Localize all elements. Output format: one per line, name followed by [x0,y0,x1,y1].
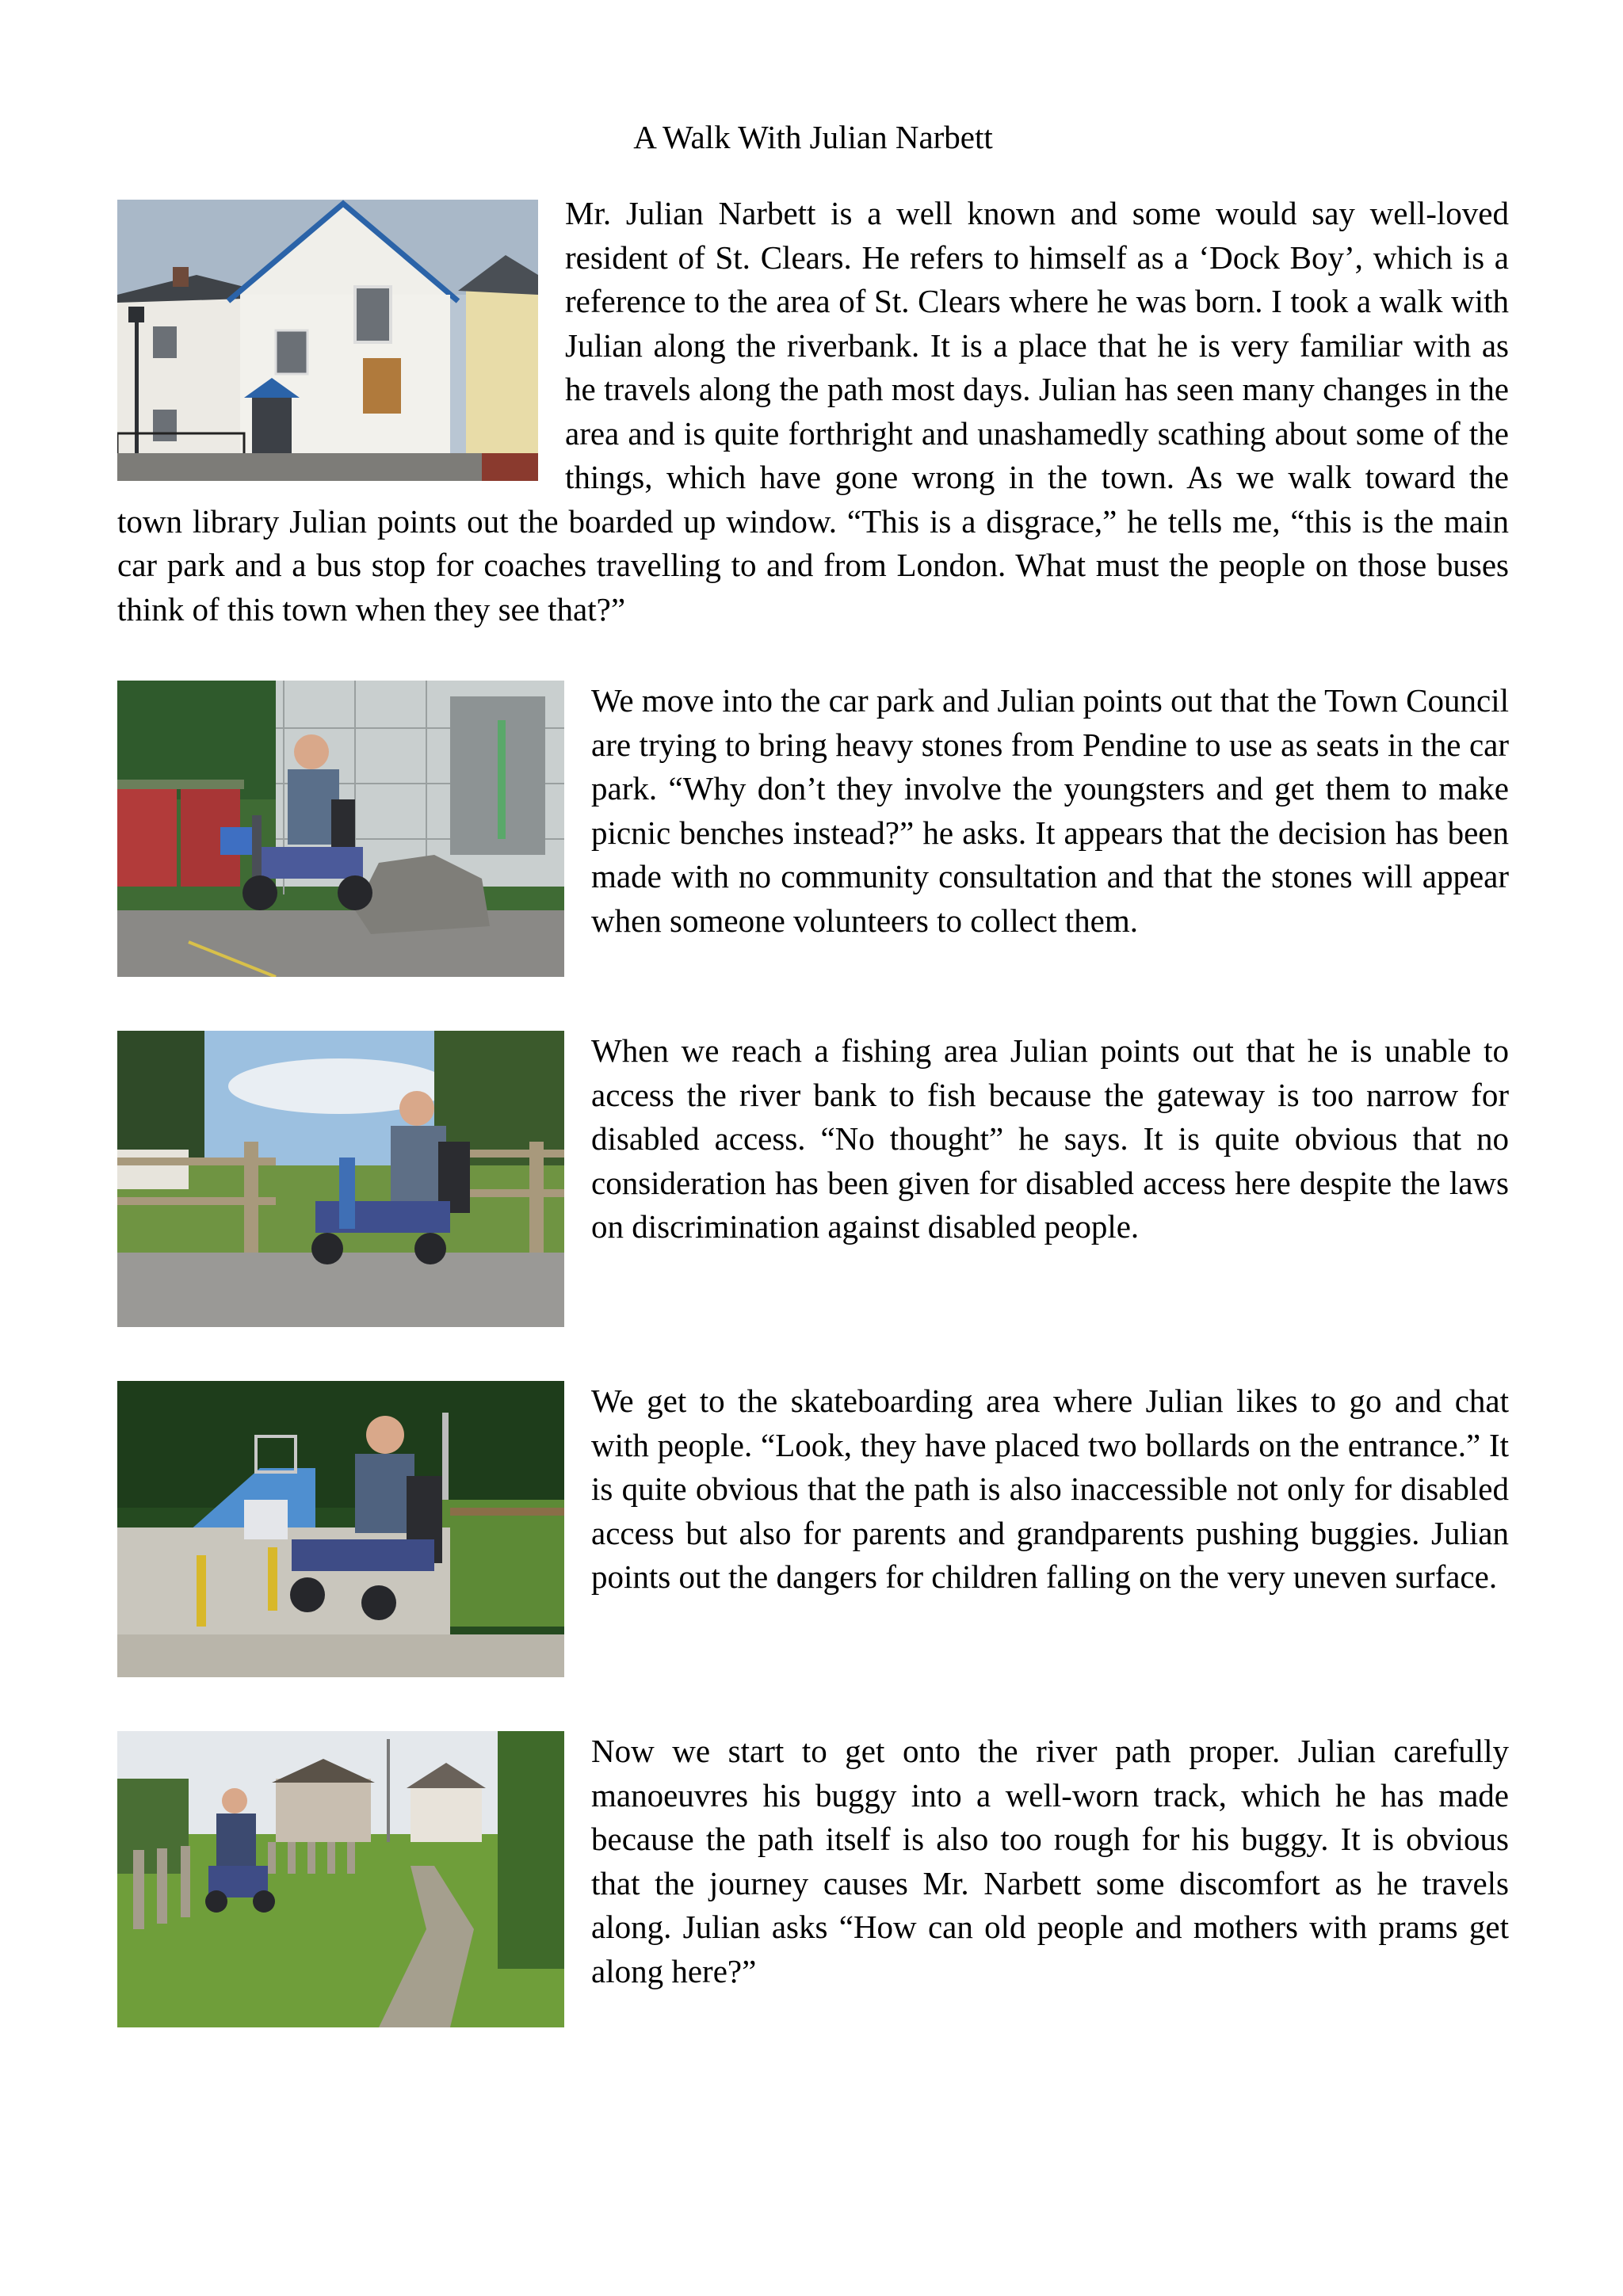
photo-river-path [117,1731,564,2027]
photo-skateboarding-bollards [117,1381,564,1677]
section-fishing-area [117,1029,1509,1333]
section-car-park [117,679,1509,983]
paragraph-2: We move into the car park and Julian points out that the Town Council are trying to bring heavy stones from Pendine to use as seats in the car park. “Why don’t they involve the youngsters and get them to make picnic benches instead?” he asks. It appears that the decision has been made with no community consultation and that the stones will appear when someone volunteers to collect them. [591,682,1509,939]
paragraph-5: Now we start to get onto the river path proper. Julian carefully manoeuvres his buggy into a well-worn track, which he has made because the path itself is also too rough for his buggy. It is obvious that the journey causes Mr. Narbett some discomfort as he travels along. Julian asks “How can old people and mothers with prams get along here?” [591,1733,1509,1989]
paragraph-1: Mr. Julian Narbett is a well known and some would say well-loved resident of St. Clears. He refers to himself as a ‘Dock Boy’, which is a reference to the area of St. Clears where he was born. I took a walk with Julian along the riverbank. It is a place that he is very familiar with as he travels along the path most days. Julian has seen many changes in the area and is quite forthright and unashamedly scathing about some of the things, which have gone wrong in the town. As we walk toward the town library Julian points out the boarded up window. “This is a disgrace,” he tells me, “this is the main car park and a bus stop for coaches travelling to and from London. What must the people on those buses think of this town when they see that?” [117,195,1509,627]
paragraph-4: We get to the skateboarding area where Julian likes to go and chat with people. “Look, they have placed two bollards on the entrance.” It is quite obvious that the path is also inaccessible not only for disabled access but also for parents and grandparents pushing buggies. Julian points out the dangers for children falling on the very uneven surface. [591,1383,1509,1595]
section-house [117,192,1509,631]
photo-house-boarded-window [117,200,538,481]
document-title: A Walk With Julian Narbett [633,119,993,155]
photo-car-park-stones [117,681,564,977]
section-skateboarding-area [117,1379,1509,1684]
photo-fishing-gateway [117,1031,564,1327]
paragraph-3: When we reach a fishing area Julian points out that he is unable to access the river bank to fish because the gateway is too narrow for disabled access. “No thought” he says. It is quite obvious that no consideration has been given for disabled access here despite the laws on discrimination against disabled people. [591,1032,1509,1245]
section-river-path [117,1730,1509,2034]
